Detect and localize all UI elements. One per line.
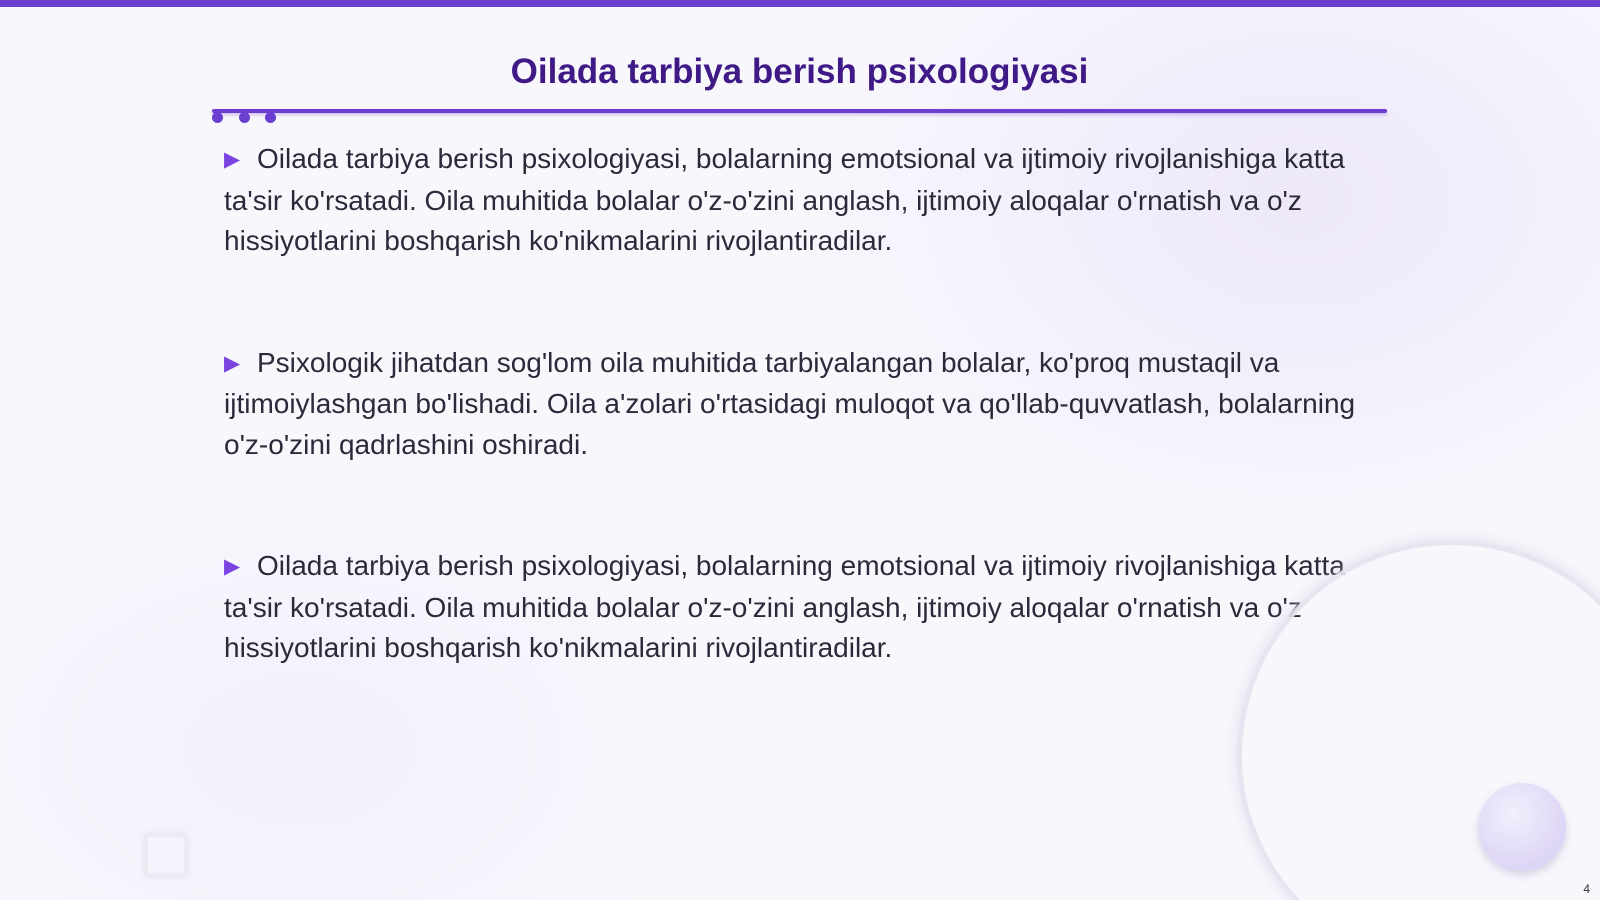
bullet-list xyxy=(224,139,1384,750)
bullet-item xyxy=(224,139,1384,262)
triangle-bullet-icon: ▶ xyxy=(224,148,241,171)
bullet-item xyxy=(224,343,1384,466)
page-number: 4 xyxy=(1583,882,1590,896)
title-underline xyxy=(212,109,1387,113)
decorative-dot xyxy=(212,112,223,123)
triangle-bullet-icon: ▶ xyxy=(224,351,241,375)
bullet-item xyxy=(224,546,1384,669)
decorative-dot xyxy=(239,112,250,123)
bullet-text: Psixologik jihatdan sog'lom oila muhitida tarbiyalangan bolalar, ko'proq mustaqil va ijtimoiylashgan bo'lishadi. Oila a'zolari o'rtasidagi muloqot va qo'llab-quvvatlash, bolalarning o'z-o'zini qadrlashini oshiradi. xyxy=(224,346,1356,460)
decorative-dot xyxy=(265,112,276,123)
bullet-text: Oilada tarbiya berish psixologiyasi, bolalarning emotsional va ijtimoiy rivojlanishiga katta ta'sir ko'rsatadi. Oila muhitida bolalar o'z-o'zini anglash, ijtimoiy aloqalar o'rnatish va o'z hissiyotlarini boshqarish ko'nikmalarini rivojlantiradilar. xyxy=(224,550,1345,663)
bullet-text: Oilada tarbiya berish psixologiyasi, bolalarning emotsional va ijtimoiy rivojlanishiga katta ta'sir ko'rsatadi. Oila muhitida bolalar o'z-o'zini anglash, ijtimoiy aloqalar o'rnatish va o'z hissiyotlarini boshqarish ko'nikmalarini rivojlantiradilar. xyxy=(224,143,1345,256)
decorative-orb xyxy=(1478,783,1566,871)
triangle-bullet-icon: ▶ xyxy=(224,555,241,578)
top-accent-bar xyxy=(0,0,1600,7)
decorative-square xyxy=(145,834,187,876)
slide-title: Oilada tarbiya berish psixologiyasi xyxy=(510,52,1089,91)
